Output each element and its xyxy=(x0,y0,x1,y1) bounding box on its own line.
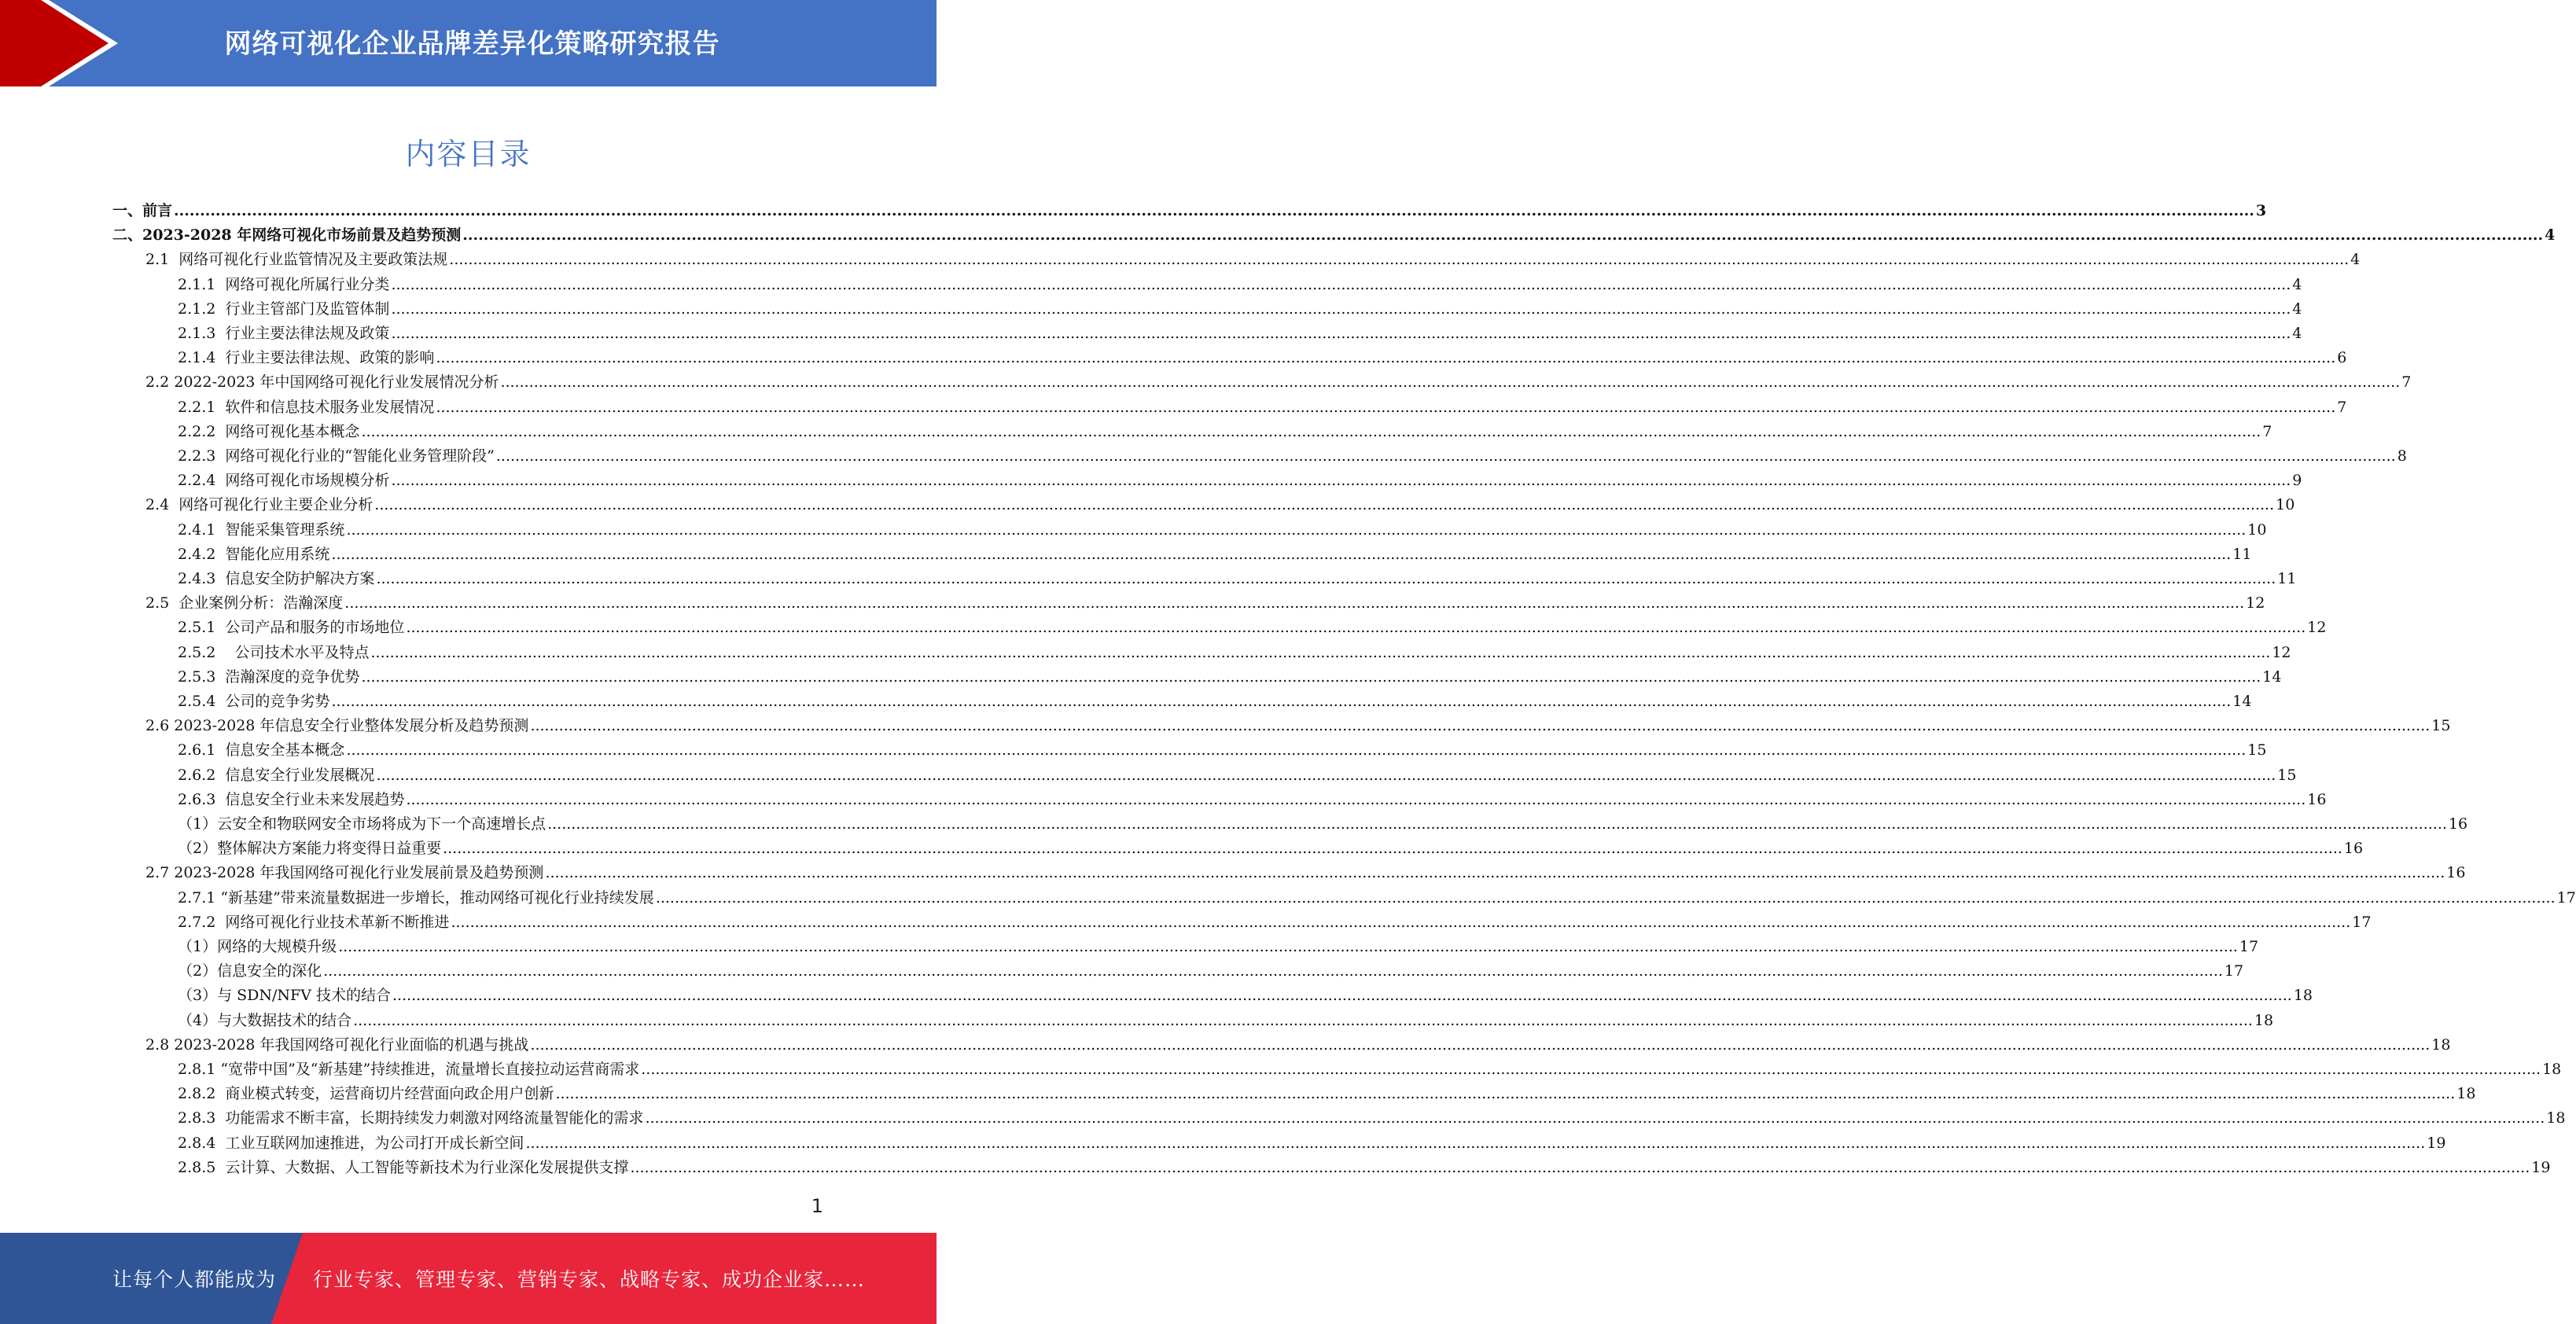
toc-entry[interactable] xyxy=(178,1131,2446,1156)
toc-entry-page: 8 xyxy=(2397,447,2407,465)
toc-dot-leader: ................................................................................................................................................................................................................................................................................................................................................................................................................ xyxy=(530,717,2431,735)
toc-entry-label: 2.5.1 公司产品和服务的市场地位 xyxy=(178,619,405,637)
toc-dot-leader: ................................................................................................................................................................................................................................................................................................................................................................................................................ xyxy=(391,472,2291,490)
toc-dot-leader: ................................................................................................................................................................................................................................................................................................................................................................................................................ xyxy=(338,938,2238,955)
toc-entry-page: 3 xyxy=(2255,202,2267,219)
toc-entry-page: 12 xyxy=(2272,643,2291,661)
toc-dot-leader: ................................................................................................................................................................................................................................................................................................................................................................................................................ xyxy=(392,987,2292,1005)
toc-entry-label: 2.5.2 公司技术水平及特点 xyxy=(178,643,370,661)
toc-entry[interactable] xyxy=(178,984,2313,1008)
toc-entry[interactable] xyxy=(178,420,2272,444)
toc-entry[interactable] xyxy=(178,935,2259,959)
toc-dot-leader: ................................................................................................................................................................................................................................................................................................................................................................................................................ xyxy=(406,619,2306,637)
toc-entry[interactable] xyxy=(178,763,2297,788)
toc-entry-label: 二、2023-2028 年网络可视化市场前景及趋势预测 xyxy=(112,226,462,245)
toc-entry-label: （1）网络的大规模升级 xyxy=(178,938,337,955)
toc-entry-label: 2.6.2 信息安全行业发展概况 xyxy=(178,766,375,784)
toc-dot-leader: ................................................................................................................................................................................................................................................................................................................................................................................................................ xyxy=(451,913,2351,931)
toc-entry[interactable] xyxy=(178,395,2347,420)
toc-entry-label: 2.6.3 信息安全行业未来发展趋势 xyxy=(178,790,405,808)
toc-entry[interactable] xyxy=(145,591,2265,616)
toc-heading: 内容目录 xyxy=(405,137,532,171)
toc-entry-label: 2.6 2023-2028 年信息安全行业整体发展分析及趋势预测 xyxy=(145,717,529,735)
toc-dot-leader: ................................................................................................................................................................................................................................................................................................................................................................................................................ xyxy=(655,888,2556,907)
toc-dot-leader: ................................................................................................................................................................................................................................................................................................................................................................................................................ xyxy=(641,1061,2541,1078)
toc-entry-page: 15 xyxy=(2431,717,2451,735)
toc-entry[interactable] xyxy=(178,273,2302,297)
toc-entry[interactable] xyxy=(178,1082,2476,1106)
toc-entry-page: 6 xyxy=(2337,349,2347,367)
toc-dot-leader: ................................................................................................................................................................................................................................................................................................................................................................................................................ xyxy=(391,275,2291,293)
toc-entry-page: 17 xyxy=(2224,962,2244,980)
toc-entry[interactable] xyxy=(178,1009,2274,1033)
toc-dot-leader: ................................................................................................................................................................................................................................................................................................................................................................................................................ xyxy=(361,422,2261,440)
toc-entry-page: 15 xyxy=(2247,741,2267,759)
toc-dot-leader: ................................................................................................................................................................................................................................................................................................................................................................................................................ xyxy=(449,251,2350,269)
toc-entry-page: 4 xyxy=(2292,275,2302,293)
toc-dot-leader: ................................................................................................................................................................................................................................................................................................................................................................................................................ xyxy=(346,741,2247,759)
toc-entry-page: 17 xyxy=(2556,888,2576,907)
toc-entry[interactable] xyxy=(145,861,2466,885)
toc-entry-label: 2.2.3 网络可视化行业的“智能化业务管理阶段” xyxy=(178,447,495,465)
toc-entry[interactable] xyxy=(178,738,2267,763)
toc-entry-label: 2.6.1 信息安全基本概念 xyxy=(178,741,345,759)
toc-dot-leader: ................................................................................................................................................................................................................................................................................................................................................................................................................ xyxy=(376,570,2276,587)
toc-entry-label: （2）整体解决方案能力将变得日益重要 xyxy=(178,840,442,858)
toc-dot-leader: ................................................................................................................................................................................................................................................................................................................................................................................................................ xyxy=(391,300,2291,318)
toc-dot-leader: ................................................................................................................................................................................................................................................................................................................................................................................................................ xyxy=(331,693,2232,710)
toc-entry-page: 19 xyxy=(2531,1158,2551,1176)
toc-dot-leader: ................................................................................................................................................................................................................................................................................................................................................................................................................ xyxy=(525,1134,2426,1152)
report-title: 网络可视化企业品牌差异化策略研究报告 xyxy=(224,28,720,60)
toc-entry-page: 12 xyxy=(2307,619,2327,637)
toc-entry-label: 2.1.1 网络可视化所属行业分类 xyxy=(178,275,390,293)
toc-entry-page: 15 xyxy=(2277,766,2297,784)
toc-entry[interactable] xyxy=(178,346,2347,370)
toc-entry-label: 2.8.3 功能需求不断丰富，长期持续发力刺激对网络流量智能化的需求 xyxy=(178,1109,644,1127)
toc-dot-leader: ................................................................................................................................................................................................................................................................................................................................................................................................................ xyxy=(346,520,2247,539)
toc-dot-leader: ................................................................................................................................................................................................................................................................................................................................................................................................................ xyxy=(645,1109,2545,1127)
toc-entry[interactable] xyxy=(178,518,2267,542)
toc-dot-leader: ................................................................................................................................................................................................................................................................................................................................................................................................................ xyxy=(495,447,2396,465)
toc-entry-label: 2.7.2 网络可视化行业技术革新不断推进 xyxy=(178,913,450,931)
toc-entry-label: 2.1.4 行业主要法律法规、政策的影响 xyxy=(178,349,435,367)
toc-dot-leader: ................................................................................................................................................................................................................................................................................................................................................................................................................ xyxy=(406,790,2306,808)
toc-entry-label: 一、前言 xyxy=(112,202,173,219)
toc-entry-label: 2.4 网络可视化行业主要企业分析 xyxy=(145,496,374,514)
toc-entry-label: 2.4.1 智能采集管理系统 xyxy=(178,520,345,539)
toc-entry-page: 16 xyxy=(2307,790,2327,808)
toc-entry[interactable] xyxy=(178,469,2302,493)
toc-entry[interactable] xyxy=(145,248,2361,272)
toc-dot-leader: ................................................................................................................................................................................................................................................................................................................................................................................................................ xyxy=(436,398,2336,416)
toc-dot-leader: ................................................................................................................................................................................................................................................................................................................................................................................................................ xyxy=(323,962,2223,980)
toc-entry-page: 17 xyxy=(2239,938,2259,955)
toc-entry-page: 18 xyxy=(2254,1011,2274,1029)
toc-entry[interactable] xyxy=(178,690,2252,714)
toc-entry[interactable] xyxy=(178,959,2244,984)
toc-entry-page: 9 xyxy=(2292,472,2302,490)
toc-entry-page: 16 xyxy=(2448,815,2468,833)
toc-entry-page: 11 xyxy=(2232,545,2252,563)
toc-entry-page: 4 xyxy=(2292,325,2302,342)
toc-entry-label: 2.2.2 网络可视化基本概念 xyxy=(178,422,360,440)
toc-entry-page: 12 xyxy=(2246,594,2265,612)
toc-entry[interactable] xyxy=(112,223,2556,248)
toc-entry-page: 14 xyxy=(2232,693,2252,710)
toc-entry-page: 18 xyxy=(2546,1109,2566,1127)
toc-entry-label: 2.1 网络可视化行业监管情况及主要政策法规 xyxy=(145,251,448,269)
toc-dot-leader: ................................................................................................................................................................................................................................................................................................................................................................................................................ xyxy=(374,496,2275,514)
toc-dot-leader: ................................................................................................................................................................................................................................................................................................................................................................................................................ xyxy=(376,766,2276,784)
page-header xyxy=(0,0,937,86)
toc-dot-leader: ................................................................................................................................................................................................................................................................................................................................................................................................................ xyxy=(630,1158,2530,1176)
toc-entry[interactable] xyxy=(178,1156,2551,1180)
toc-entry[interactable] xyxy=(178,788,2327,812)
toc-entry-page: 10 xyxy=(2276,496,2295,514)
page-number: 1 xyxy=(811,1195,823,1217)
toc-entry[interactable] xyxy=(112,199,2267,223)
toc-entry[interactable] xyxy=(178,297,2302,322)
toc-entry-label: 2.5.4 公司的竞争劣势 xyxy=(178,693,330,710)
toc-entry-page: 19 xyxy=(2427,1134,2446,1152)
toc-entry-label: 2.8.4 工业互联网加速推进，为公司打开成长新空间 xyxy=(178,1134,524,1152)
toc-entry-label: （1）云安全和物联网安全市场将成为下一个高速增长点 xyxy=(178,815,546,833)
toc-entry-page: 7 xyxy=(2337,398,2347,416)
footer-slogan-left: 让每个人都能成为 xyxy=(112,1268,277,1291)
toc-dot-leader: ................................................................................................................................................................................................................................................................................................................................................................................................................ xyxy=(443,840,2342,858)
toc-entry-page: 4 xyxy=(2545,226,2556,245)
toc-dot-leader: ................................................................................................................................................................................................................................................................................................................................................................................................................ xyxy=(530,1035,2431,1054)
toc-dot-leader: ................................................................................................................................................................................................................................................................................................................................................................................................................ xyxy=(353,1011,2253,1029)
toc-entry[interactable] xyxy=(178,567,2297,591)
toc-entry-label: 2.8 2023-2028 年我国网络可视化行业面临的机遇与挑战 xyxy=(145,1035,529,1054)
toc-dot-leader: ................................................................................................................................................................................................................................................................................................................................................................................................................ xyxy=(547,815,2447,833)
toc-entry-label: 2.2.1 软件和信息技术服务业发展情况 xyxy=(178,398,435,416)
toc-entry-label: 2.7 2023-2028 年我国网络可视化行业发展前景及趋势预测 xyxy=(145,864,544,882)
toc-entry-label: 2.8.1 “宽带中国”及“新基建”持续推进，流量增长直接拉动运营商需求 xyxy=(178,1061,640,1078)
toc-entry-page: 18 xyxy=(2431,1035,2451,1054)
toc-entry[interactable] xyxy=(178,837,2364,861)
toc-entry-label: 2.8.2 商业模式转变，运营商切片经营面向政企用户创新 xyxy=(178,1085,554,1103)
toc-entry-label: 2.5 企业案例分析：浩瀚深度 xyxy=(145,594,344,612)
toc-dot-leader: ................................................................................................................................................................................................................................................................................................................................................................................................................ xyxy=(174,202,2254,219)
toc-dot-leader: ................................................................................................................................................................................................................................................................................................................................................................................................................ xyxy=(370,643,2271,661)
toc-dot-leader: ................................................................................................................................................................................................................................................................................................................................................................................................................ xyxy=(545,864,2445,882)
toc-entry-label: （3）与 SDN/NFV 技术的结合 xyxy=(178,987,391,1005)
toc-entry-page: 16 xyxy=(2343,840,2364,858)
toc-dot-leader: ................................................................................................................................................................................................................................................................................................................................................................................................................ xyxy=(555,1085,2456,1103)
toc-entry-label: （2）信息安全的深化 xyxy=(178,962,322,980)
toc-dot-leader: ................................................................................................................................................................................................................................................................................................................................................................................................................ xyxy=(361,668,2261,686)
toc-entry[interactable] xyxy=(178,812,2468,837)
toc-entry-page: 18 xyxy=(2456,1085,2476,1103)
toc-entry-label: 2.2 2022-2023 年中国网络可视化行业发展情况分析 xyxy=(145,373,499,392)
toc-entry-page: 11 xyxy=(2277,570,2297,587)
toc-dot-leader: ................................................................................................................................................................................................................................................................................................................................................................................................................ xyxy=(391,325,2291,342)
toc-dot-leader: ................................................................................................................................................................................................................................................................................................................................................................................................................ xyxy=(500,373,2401,392)
toc-dot-leader: ................................................................................................................................................................................................................................................................................................................................................................................................................ xyxy=(462,226,2544,245)
toc-entry-label: 2.4.2 智能化应用系统 xyxy=(178,545,330,563)
toc-entry[interactable] xyxy=(178,641,2291,665)
toc-entry[interactable] xyxy=(145,1033,2451,1057)
toc-entry-label: 2.7.1 “新基建”带来流量数据进一步增长，推动网络可视化行业持续发展 xyxy=(178,888,654,907)
toc-entry-label: 2.4.3 信息安全防护解决方案 xyxy=(178,570,375,587)
toc-entry-page: 7 xyxy=(2262,422,2272,440)
toc-entry[interactable] xyxy=(178,322,2302,346)
toc-entry[interactable] xyxy=(145,370,2412,395)
toc-entry-page: 18 xyxy=(2293,987,2313,1005)
toc-entry[interactable] xyxy=(178,886,2576,910)
toc-entry-label: 2.1.2 行业主管部门及监管体制 xyxy=(178,300,390,318)
toc-entry[interactable] xyxy=(178,910,2372,935)
toc-entry-page: 14 xyxy=(2262,668,2282,686)
toc-entry-page: 16 xyxy=(2446,864,2466,882)
footer-slogan-right: 行业专家、管理专家、营销专家、战略专家、成功企业家…… xyxy=(313,1268,866,1291)
toc-entry-page: 7 xyxy=(2401,373,2412,392)
toc-entry[interactable] xyxy=(145,714,2451,738)
toc-entry[interactable] xyxy=(178,444,2407,469)
page-footer xyxy=(0,1233,937,1324)
toc-entry-page: 18 xyxy=(2542,1061,2562,1078)
toc-entry[interactable] xyxy=(178,616,2327,640)
toc-entry[interactable] xyxy=(145,493,2295,517)
toc-entry[interactable] xyxy=(178,542,2252,567)
toc-entry[interactable] xyxy=(178,665,2282,690)
toc-entry-label: 2.1.3 行业主要法律法规及政策 xyxy=(178,325,390,342)
toc-entry-page: 4 xyxy=(2350,251,2361,269)
toc-entry-page: 10 xyxy=(2247,520,2267,539)
toc-entry-page: 4 xyxy=(2292,300,2302,318)
toc-dot-leader: ................................................................................................................................................................................................................................................................................................................................................................................................................ xyxy=(344,594,2245,612)
toc-entry-label: 2.2.4 网络可视化市场规模分析 xyxy=(178,472,390,490)
toc-entry[interactable] xyxy=(178,1106,2566,1131)
toc-entry-label: （4）与大数据技术的结合 xyxy=(178,1011,352,1029)
toc-entry-page: 17 xyxy=(2352,913,2372,931)
toc-dot-leader: ................................................................................................................................................................................................................................................................................................................................................................................................................ xyxy=(436,349,2336,367)
toc-entry-label: 2.8.5 云计算、大数据、人工智能等新技术为行业深化发展提供支撑 xyxy=(178,1158,629,1176)
toc-entry[interactable] xyxy=(178,1057,2562,1082)
toc-dot-leader: ................................................................................................................................................................................................................................................................................................................................................................................................................ xyxy=(331,545,2232,563)
toc-entry-label: 2.5.3 浩瀚深度的竞争优势 xyxy=(178,668,360,686)
